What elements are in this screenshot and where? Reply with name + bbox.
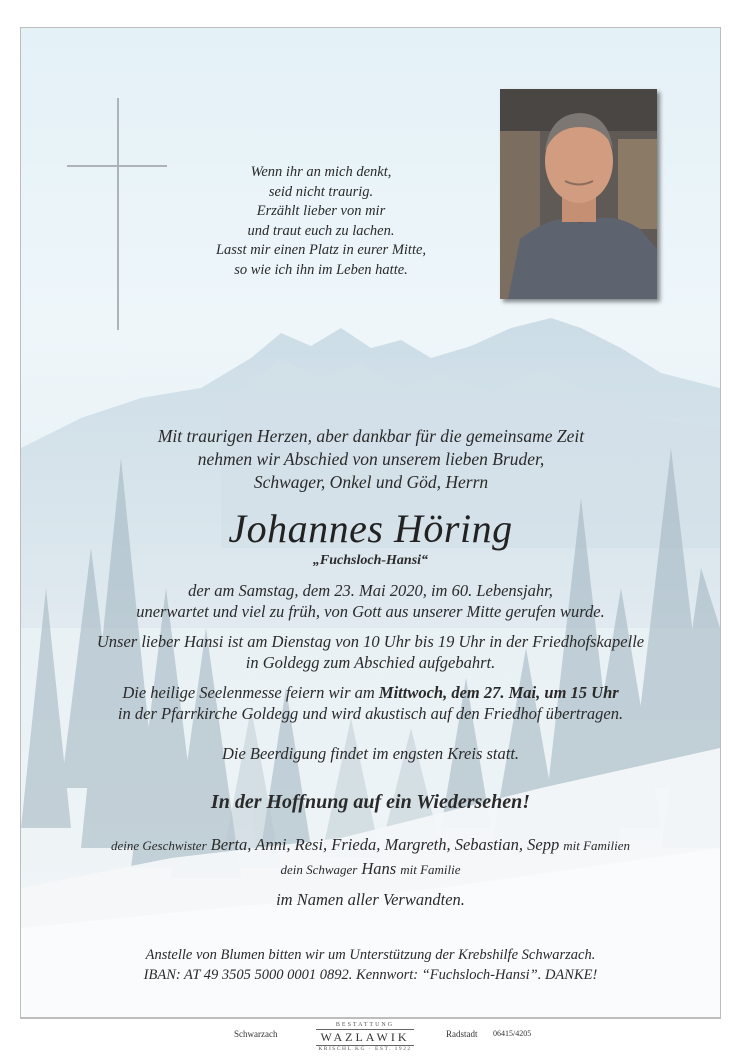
death-notice-line: unerwartet und viel zu früh, von Gott aus unserer Mitte gerufen wurde. <box>136 602 605 621</box>
poem <box>171 163 471 280</box>
mass-notice <box>41 682 700 724</box>
footer-left-city: Schwarzach <box>234 1029 278 1039</box>
death-notice <box>41 580 700 622</box>
deceased-name: Johannes Höring <box>228 506 513 551</box>
portrait-photo <box>500 89 657 299</box>
poem-line: so wie ich ihn im Leben hatte. <box>234 261 408 278</box>
viewing-line: Unser lieber Hansi ist am Dienstag von 10 Uhr bis 19 Uhr in der Friedhofskapelle <box>96 632 645 651</box>
footer-phone: 06415/4205 <box>493 1029 532 1038</box>
siblings-suffix: mit Familien <box>563 838 631 853</box>
poem-line: seid nicht traurig. <box>268 183 374 200</box>
brother-in-law-prefix: dein Schwager <box>280 862 358 877</box>
viewing-line: in Goldegg zum Abschied aufgebahrt. <box>245 653 496 672</box>
hope-line: In der Hoffnung auf ein Wiedersehen! <box>210 791 531 813</box>
cross-icon-bar <box>67 165 167 167</box>
mass-date: Mittwoch, dem 27. Mai, um 15 Uhr <box>378 683 619 702</box>
parte-card <box>20 27 721 1019</box>
donation-notice <box>41 945 700 985</box>
donation-line: IBAN: AT 49 3505 5000 0001 0892. Kennwort: “Fuchsloch-Hansi”. DANKE! <box>143 967 598 983</box>
mass-prefix: Die heilige Seelenmesse feiern wir am <box>122 683 379 702</box>
intro-text <box>71 425 671 494</box>
brother-in-law-name: Hans <box>361 859 397 878</box>
poem-line: und traut euch zu lachen. <box>247 222 395 239</box>
burial-notice <box>41 743 700 764</box>
logo-bottom-text: KRISCHL KG · EST. 1922 <box>318 1046 412 1052</box>
intro-line: Schwager, Onkel und Göd, Herrn <box>253 472 489 492</box>
siblings-line <box>21 835 720 855</box>
poem-line: Erzählt lieber von mir <box>256 203 386 219</box>
death-notice-line: der am Samstag, dem 23. Mai 2020, im 60. Lebensjahr, <box>188 581 553 600</box>
brother-in-law-suffix: mit Familie <box>400 862 461 877</box>
mass-line-1 <box>41 682 700 703</box>
donation-line: Anstelle von Blumen bitten wir um Unterstützung der Krebshilfe Schwarzach. <box>145 947 596 963</box>
poem-line: Lasst mir einen Platz in eurer Mitte, <box>215 242 427 258</box>
logo-main-text: WAZLAWIK <box>316 1029 413 1046</box>
deceased-nickname: „Fuchsloch-Hansi“ <box>312 553 429 568</box>
footer-right-city: Radstadt <box>446 1029 478 1039</box>
siblings-names: Berta, Anni, Resi, Frieda, Margreth, Sebastian, Sepp <box>210 835 560 854</box>
footer <box>0 1022 750 1056</box>
viewing-notice <box>41 631 700 673</box>
funeral-home-logo <box>306 1022 424 1052</box>
logo-top-text: BESTATTUNG <box>335 1022 395 1028</box>
siblings-prefix: deine Geschwister <box>110 838 207 853</box>
intro-line: nehmen wir Abschied von unserem lieben Bruder, <box>197 449 545 469</box>
intro-line: Mit traurigen Herzen, aber dankbar für die gemeinsame Zeit <box>157 426 585 446</box>
mass-line-2: in der Pfarrkirche Goldegg und wird akustisch auf den Friedhof übertragen. <box>117 704 624 723</box>
brother-in-law-line <box>21 859 720 879</box>
poem-line: Wenn ihr an mich denkt, <box>250 164 392 180</box>
burial-line: Die Beerdigung findet im engsten Kreis statt. <box>221 744 520 763</box>
relatives-line: im Namen aller Verwandten. <box>276 890 465 909</box>
cross-icon <box>117 98 119 330</box>
footer-rule <box>20 1017 721 1018</box>
